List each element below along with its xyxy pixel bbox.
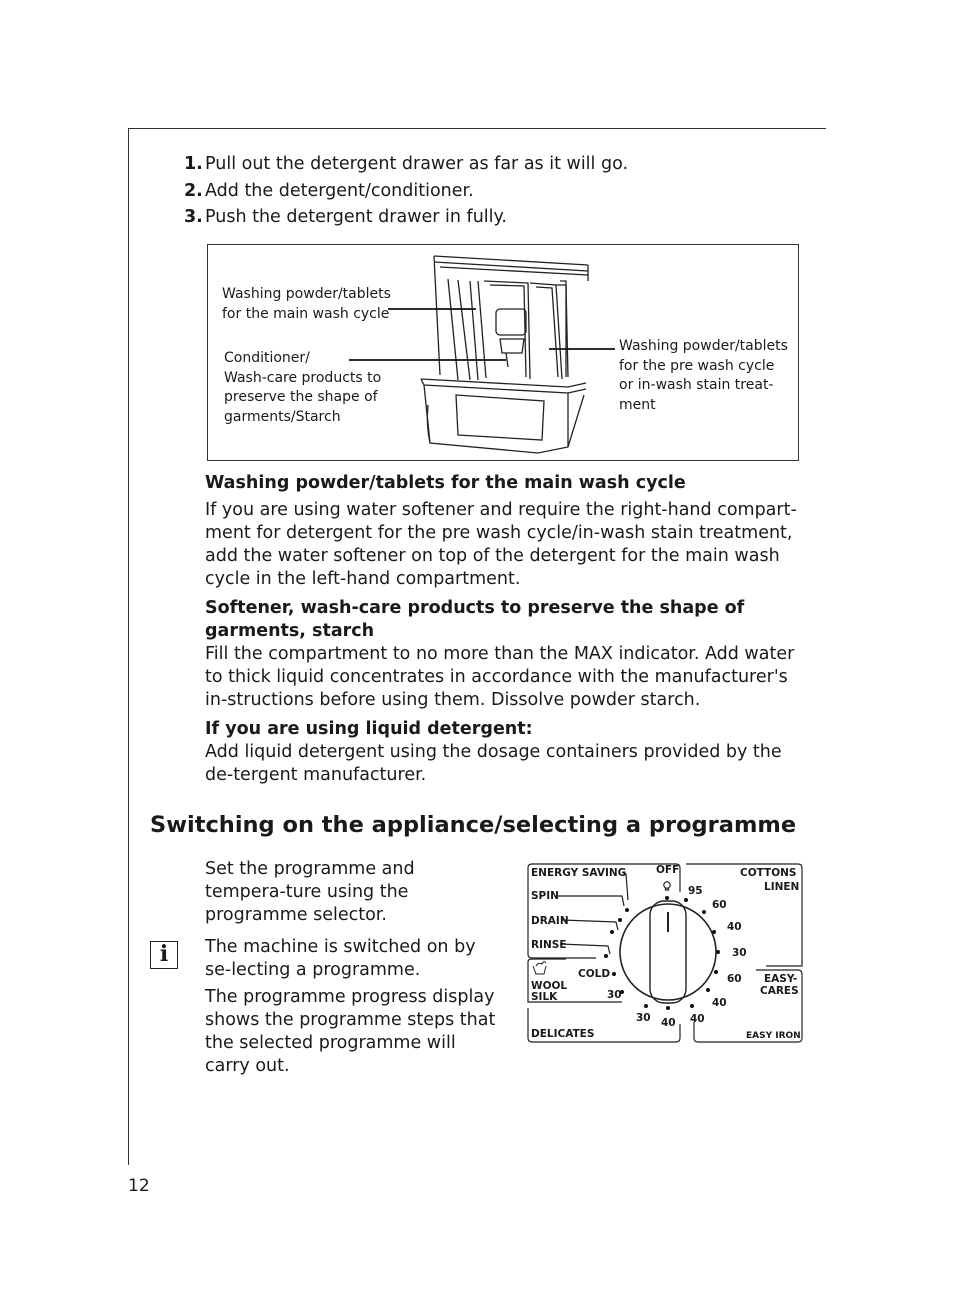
energy-saving-label: ENERGY SAVING <box>531 867 627 879</box>
wool-label: WOOL <box>531 980 568 992</box>
section-heading: If you are using liquid detergent: <box>205 719 533 739</box>
left-rule <box>128 128 129 1165</box>
step-number: 1. <box>184 154 203 174</box>
step-item <box>184 152 628 179</box>
top-rule <box>128 128 826 129</box>
page-number: 12 <box>128 1176 150 1196</box>
programme-selector-diagram <box>526 862 803 1044</box>
progress-text: The programme progress display shows the programme steps that the selected programme will carry out. <box>205 987 496 1076</box>
section-heading: Washing powder/tablets for the main wash cycle <box>205 473 686 493</box>
instruction-steps <box>184 152 628 232</box>
temp-label: 40 <box>661 1017 676 1029</box>
section-heading: Softener, wash-care products to preserve the shape of garments, starch <box>205 598 745 641</box>
temp-label: 95 <box>688 885 703 897</box>
cares-label: CARES <box>760 985 799 997</box>
section-main-wash <box>205 472 805 591</box>
step-item <box>184 179 628 206</box>
cottons-label: COTTONS <box>740 867 797 879</box>
easy-iron-label: EASY IRON <box>746 1031 801 1041</box>
off-label: OFF <box>656 864 680 876</box>
step-text: Pull out the detergent drawer as far as it will go. <box>205 154 629 174</box>
info-icon: i <box>150 941 178 969</box>
label-main-wash: Washing powder/tablets for the main wash cycle <box>222 286 391 322</box>
linen-label: LINEN <box>764 881 800 893</box>
section-body: Add liquid detergent using the dosage containers provided by the de-tergent manufacturer. <box>205 742 782 785</box>
delicates-label: DELICATES <box>531 1028 595 1040</box>
section-body: If you are using water softener and require the right-hand compart-ment for detergent for the pre wash cycle/in-wash stain treatment, add the water softener on top of the detergent for the main wash cycle in the left-hand compartment. <box>205 500 797 589</box>
detergent-drawer-figure <box>207 244 799 461</box>
rinse-label: RINSE <box>531 939 567 951</box>
programme-text: Set the programme and tempera-ture using the programme selector. <box>205 859 415 925</box>
label-prewash: Washing powder/tablets for the pre wash cycle or in-wash stain treat- ment <box>619 338 788 413</box>
step-number: 2. <box>184 180 203 201</box>
section-softener <box>205 597 805 712</box>
label-conditioner: Conditioner/ Wash-care products to preserve the shape of garments/Starch <box>224 350 382 425</box>
temp-label: 60 <box>727 973 742 985</box>
section-body: Fill the compartment to no more than the MAX indicator. Add water to thick liquid concentrates in accordance with the manufacturer's in-structions before using them. Dissolve powder starch. <box>205 644 795 710</box>
step-text: Add the detergent/conditioner. <box>205 180 474 201</box>
temp-label: 40 <box>727 921 742 933</box>
temp-label: 30 <box>636 1012 651 1024</box>
drain-label: DRAIN <box>531 915 569 927</box>
step-item <box>184 205 628 232</box>
temp-label: 60 <box>712 899 727 911</box>
spin-label: SPIN <box>531 890 559 902</box>
section-liquid-detergent <box>205 718 805 787</box>
step-text: Push the detergent drawer in fully. <box>205 207 507 227</box>
step-number: 3. <box>184 207 203 227</box>
temp-label: 40 <box>712 997 727 1009</box>
silk-label: SILK <box>531 991 558 1003</box>
programme-heading: Switching on the appliance/selecting a programme <box>150 812 797 838</box>
cold-label: COLD <box>578 968 611 980</box>
easy-label: EASY- <box>764 973 798 985</box>
info-text: The machine is switched on by se-lecting a programme. <box>205 937 476 980</box>
handwash-icon <box>533 962 546 974</box>
temp-label: 40 <box>690 1013 705 1025</box>
temp-label: 30 <box>607 989 622 1001</box>
temp-label: 30 <box>732 947 747 959</box>
